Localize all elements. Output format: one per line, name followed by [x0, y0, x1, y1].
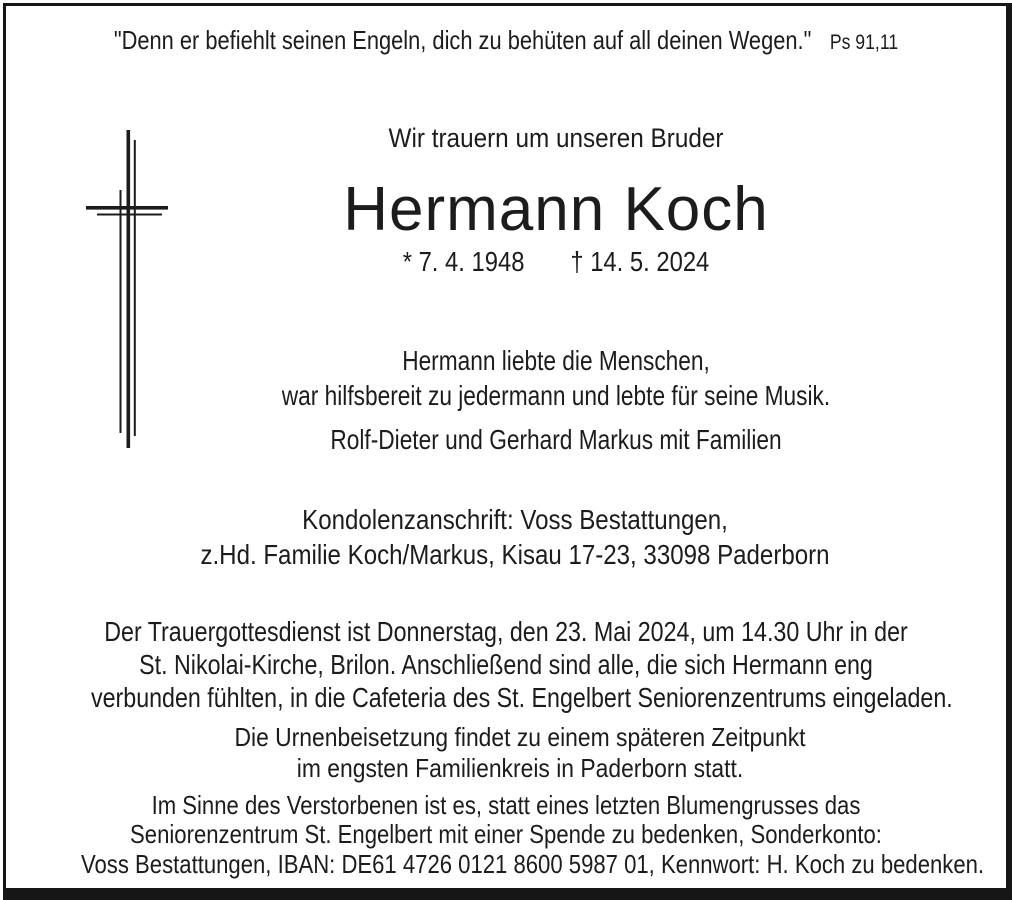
service-line-3: verbunden fühlten, in die Cafeteria des St. Engelbert Seniorenzentrums eingeladen.	[91, 682, 953, 713]
tribute-line-2: war hilfsbereit zu jedermann und lebte für seine Musik.	[281, 380, 831, 411]
intro-line: Wir trauern um unseren Bruder	[388, 123, 724, 153]
donation-line-1: Im Sinne des Verstorbenen ist es, statt eines letzten Blumengrusses das	[151, 790, 861, 820]
deceased-name: Hermann Koch	[343, 175, 769, 244]
donation-line-3: Voss Bestattungen, IBAN: DE61 4726 0121 8600 5987 01, Kennwort: H. Koch zu bedenken.	[81, 849, 985, 879]
life-dates-line	[174, 246, 939, 278]
mourning-family-line: Rolf-Dieter und Gerhard Markus mit Familien	[330, 424, 782, 455]
donation-line-2: Seniorenzentrum St. Engelbert mit einer Spende zu bedenken, Sonderkonto:	[130, 819, 882, 849]
urn-burial-line-2: im engsten Familienkreis in Paderborn statt.	[296, 753, 744, 783]
psalm-reference: Ps 91,11	[829, 31, 899, 54]
notice-frame	[3, 3, 1012, 900]
birth-date: * 7. 4. 1948	[402, 246, 525, 277]
service-line-1: Der Trauergottesdienst ist Donnerstag, den 23. Mai 2024, um 14.30 Uhr in der	[104, 616, 908, 647]
urn-burial-line-1: Die Urnenbeisetzung findet zu einem späteren Zeitpunkt	[234, 722, 806, 752]
death-date: † 14. 5. 2024	[570, 246, 710, 277]
service-line-2: St. Nikolai-Kirche, Brilon. Anschließend sind alle, die sich Hermann eng	[139, 649, 873, 680]
condolence-line-2: z.Hd. Familie Koch/Markus, Kisau 17-23, 33098 Paderborn	[200, 539, 830, 570]
tribute-line-1: Hermann liebte die Menschen,	[402, 345, 710, 376]
opening-quote-line	[86, 25, 926, 56]
quote-text: "Denn er befiehlt seinen Engeln, dich zu behüten auf all deinen Wegen."	[113, 25, 812, 55]
condolence-line-1: Kondolenzanschrift: Voss Bestattungen,	[302, 504, 728, 535]
